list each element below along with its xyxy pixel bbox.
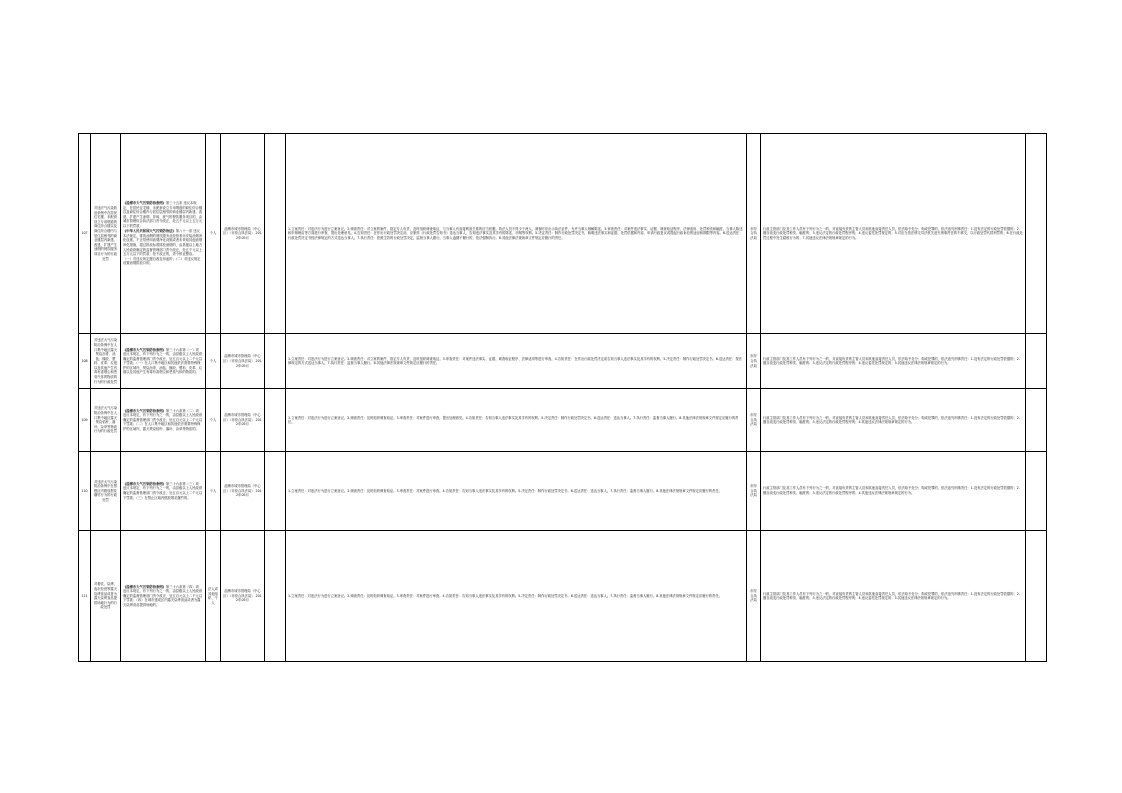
basis-text: 第三十六条第（四）项 违反本规定，有下列行为之一的，由县级以上人民政府确定的监督管理部门责令改正，处五百元以上二千元以下罚款；（四）在城市建成区内露天烧烤食品或者为露天烧烤食品提供场地的。 bbox=[123, 584, 203, 607]
legal-basis bbox=[121, 531, 206, 662]
accountability-clause: 行政主管部门及其工作人员有下列行为之一的，对直接负责的主管人员和其他直接责任人员，依法给予处分；构成犯罪的，依法追究刑事责任：1.没有法定的行政处罚依据的；2.擅自改变行政处罚种类、幅度的；3.违反法定的行政处罚程序的；4.违反委托处罚规定的；5.其他违反法律法规规章规定的行为。 bbox=[761, 334, 1026, 389]
accountability-clause: 行政主管部门及其工作人员有下列行为之一的，对直接负责的主管人员和其他直接责任人员，依法给予处分；构成犯罪的，依法追究刑事责任：1.没有法定的行政处罚依据的；2.擅自改变行政处罚种类、幅度的；3.违反法定的行政处罚程序的；4.其他违反法律法规规章规定的行为。 bbox=[761, 389, 1026, 451]
responsible-dept: 市综合执法局 bbox=[747, 389, 761, 451]
table-row bbox=[79, 334, 1047, 389]
item-name: 对违法大气污染防治条例中在禁燃区内燃放烟花爆竹行为的行政处罚 bbox=[91, 451, 121, 530]
legal-basis bbox=[121, 389, 206, 451]
legal-basis bbox=[121, 451, 206, 530]
basis-title: 《淄博市大气污染防治条例》 bbox=[123, 584, 166, 589]
item-name: 对违法大气污染防治条例中在人口集中地区露天焚烧秸秆、落叶、杂草等物质行为的行政处罚 bbox=[91, 389, 121, 451]
subject-type: 个人 bbox=[206, 389, 221, 451]
subject-type: 个人 bbox=[206, 451, 221, 530]
basis-text: 第八十一条 违反本法规定，排放油烟的餐饮服务业经营者未安装油烟净化设施、不正常使用油烟净化设施或者未采取其他油烟净化措施，超过排放标准排放油烟的，由县级以上地方人民政府确定的监督管理部门责令改正，处五千元以上五万元以下的罚款；拒不改正的，责令停业整治。（一）对违反规定擅自改变用途的；（二）对违反规定设置油烟排放口的。 bbox=[123, 229, 203, 266]
remark bbox=[1026, 451, 1047, 530]
item-name: 对违法大气污染防治条例中在人口集中地区露天焚烧沥青、油毡、橡胶、塑料、皮革、垃圾以及其他产生有毒有害烟尘和恶臭气体的物质的行为的行政处罚 bbox=[91, 334, 121, 389]
basis-title: 《淄博市大气污染防治条例》 bbox=[123, 347, 166, 352]
implementing-dept: 淄博市城市管理局（中心区）（市综合执法局） 2012年05月 bbox=[221, 531, 265, 662]
responsible-dept: 市综合执法局 bbox=[747, 451, 761, 530]
basis-text: 第三十六条第（三）项 违反本规定，有下列行为之一的，由县级以上人民政府确定的监督管理部门责令改正，处五百元以上二千元以下罚款；（三）在禁止区域内燃放烟花爆竹的。 bbox=[123, 481, 203, 500]
basis-title: 《淄博市大气污染防治条例》 bbox=[123, 201, 166, 206]
responsibility-detail: 1.立案责任：对违法行为进行立案登记。2.调查责任：对立案的案件，指定专人负责，及时组织调查取证。3.审查责任：对案件违法事实、证据、调查取证程序、法律适用等进行审查。4.告知责任：在作出行政处罚决定前告知当事人违法事实及其享有的权利。5.决定责任：制作行政处罚决定书。6.送达责任：按法律规定的方式送达当事人。7.执行责任：监督当事人履行。8.其他法律法规规章文件规定应履行的责任。 bbox=[286, 334, 747, 389]
item-name: 对违法气污染防治条例中在居民住宅楼、未配套设立专用烟道的商住综合楼以及商住综合楼内与居住层相邻的商业楼层内新建、改建、扩建产生油烟的餐饮服务项目行为的行政处罚 bbox=[91, 134, 121, 334]
implementing-dept: 淄博市城市管理局（中心区）（市综合执法局） 2012年05月 bbox=[221, 134, 265, 334]
basis-text: 第三十六条第（二）项 违反本规定，有下列行为之一的，由县级以上人民政府确定的监督管理部门责令改正，处五百元以上二千元以下罚款；（二）在人口集中地区和其他依法需要特殊保护的区域内，露天焚烧秸秆、落叶、杂草等物质的。 bbox=[123, 408, 203, 431]
remark bbox=[1026, 531, 1047, 662]
subject-type: 个人 bbox=[206, 334, 221, 389]
responsibility-items bbox=[265, 389, 286, 451]
accountability-clause: 行政主管部门及其工作人员有下列行为之一的，对直接负责的主管人员和其他直接责任人员，依法给予处分；构成犯罪的，依法追究刑事责任：1.没有法定的行政处罚依据的；2.擅自改变行政处罚种类、幅度的；3.违反法定的行政处罚程序的；4.违反委托处罚规定的；5.对应当依法移交司法机关追究刑事责任的不移交，以行政处罚代替刑罚的；6.在行政处罚过程中发生腐败行为的；7.其他违反法律法规规章规定的行为。 bbox=[761, 134, 1026, 334]
accountability-clause: 行政主管部门及其工作人员有下列行为之一的，对直接负责的主管人员和其他直接责任人员，依法给予处分；构成犯罪的，依法追究刑事责任：1.没有法定的行政处罚依据的；2.擅自改变行政处罚种类、幅度的；3.违反法定的行政处罚程序的；4.违反委托处罚规定的；5.其他违反法律法规规章规定的行为。 bbox=[761, 531, 1026, 662]
legal-basis bbox=[121, 334, 206, 389]
implementing-dept: 淄博市城市管理局（中心区）（市综合执法局） 2012年05月 bbox=[221, 451, 265, 530]
table-row bbox=[79, 531, 1047, 662]
responsibility-items bbox=[265, 451, 286, 530]
row-number: 108 bbox=[79, 334, 91, 389]
subject-type: 个人 bbox=[206, 134, 221, 334]
responsibility-detail: 1.立案责任：对违法行为进行立案登记。2.调查责任：对立案的案件，指定专人负责，及时组织调查取证，与当事人有直接利害关系的应当回避。执法人员不得少于两人，调查时应出示执法证件，允许当事人辩解陈述。3.审查责任：对案件违法事实、证据、调查取证程序、法律适用、处罚种类和幅度、当事人陈述和申辩理由等方面进行审查，提出处理意见。4.告知责任：在作出行政处罚决定前，应制作《行政处罚告知书》送达当事人，告知违法事实及其享有的陈述、申辩等权利。5.决定责任：制作行政处罚决定书，载明违法事实和证据、处罚依据和内容、申请行政复议或提起行政诉讼的途径和期限等内容。6.送达责任：行政处罚决定书按法律规定的方式送达当事人。7.执行责任：依照生效的行政处罚决定，监督当事人履行。当事人逾期不履行的，依法强制执行。8.其他法律法规规章文件规定应履行的责任。 bbox=[286, 134, 747, 334]
implementing-dept: 淄博市城市管理局（中心区）（市综合执法局） 2012年05月 bbox=[221, 334, 265, 389]
row-number: 107 bbox=[79, 134, 91, 334]
responsible-dept: 市综合执法局 bbox=[747, 334, 761, 389]
basis-title: 《淄博市大气污染防治条例》 bbox=[123, 481, 166, 486]
responsibility-detail: 1.立案责任：对违法行为进行立案登记。2.调查责任：及时组织调查取证。3.审查责任：对案件进行审查。4.告知责任：告知当事人违法事实及其享有的权利。5.决定责任：制作行政处罚决定书。6.送达责任：送达当事人。7.执行责任：监督当事人履行。8.其他法律法规规章文件规定应履行的责任。 bbox=[286, 451, 747, 530]
table-row bbox=[79, 389, 1047, 451]
responsibility-detail: 1.立案责任：对违法行为进行立案登记。2.调查责任：及时组织调查取证。3.审查责任：对案件进行审查。4.告知责任：告知当事人违法事实及其享有的权利。5.决定责任：制作行政处罚决定书。6.送达责任：送达当事人。7.执行责任：监督当事人履行。8.其他法律法规规章文件规定应履行的责任。 bbox=[286, 531, 747, 662]
row-number: 110 bbox=[79, 451, 91, 530]
responsible-dept: 市综合执法局 bbox=[747, 134, 761, 334]
responsibility-items bbox=[265, 334, 286, 389]
power-list-table bbox=[78, 133, 1047, 662]
remark bbox=[1026, 334, 1047, 389]
subject-type: 法人或其他组织、个人 bbox=[206, 531, 221, 662]
responsible-dept: 市综合执法局 bbox=[747, 531, 761, 662]
basis-title: 《中华人民共和国大气污染防治法》 bbox=[123, 229, 176, 234]
item-name: 对餐饮、烧烤、夜市经营等露天烧烤食品或者为露天烧烤食品提供场地行为的行政处罚 bbox=[91, 531, 121, 662]
table-row bbox=[79, 134, 1047, 334]
table-row bbox=[79, 451, 1047, 530]
legal-basis bbox=[121, 134, 206, 334]
remark bbox=[1026, 134, 1047, 334]
responsibility-items bbox=[265, 531, 286, 662]
accountability-clause: 行政主管部门及其工作人员有下列行为之一的，对直接负责的主管人员和其他直接责任人员，依法给予处分；构成犯罪的，依法追究刑事责任：1.没有法定的行政处罚依据的；2.擅自改变行政处罚种类、幅度的；3.违反法定的行政处罚程序的；4.其他违反法律法规规章规定的行为。 bbox=[761, 451, 1026, 530]
responsibility-detail: 1.立案责任：对违法行为进行立案登记。2.调查责任：及时组织调查取证。3.审查责任：对案件进行审查，提出处理意见。4.告知责任：告知当事人违法事实及其享有的权利。5.决定责任：制作行政处罚决定书。6.送达责任：送达当事人。7.执行责任：监督当事人履行。8.其他法律法规规章文件规定应履行的责任。 bbox=[286, 389, 747, 451]
remark bbox=[1026, 389, 1047, 451]
row-number: 109 bbox=[79, 389, 91, 451]
basis-text: 第三十六条第（一）项 违反本规定，有下列行为之一的，由县级以上人民政府确定的监督管理部门责令改正，处五百元以上二千元以下罚款；（一）在人口集中地区和其他依法需要特殊保护的区域内，焚烧沥青、油毡、橡胶、塑料、皮革、垃圾以及其他产生有毒有害烟尘和恶臭气体的物质的。 bbox=[123, 347, 203, 375]
basis-text: 第三十五条 违反本规定，在居民住宅楼、未配套设立专用烟道的商住综合楼以及商住综合楼内与居住层相邻的商业楼层内新建、改建、扩建产生油烟、异味、废气的餐饮服务项目的，由城市管理综合执法部门责令改正，处五千元以上五万元以下的罚款； bbox=[123, 201, 203, 229]
row-number: 111 bbox=[79, 531, 91, 662]
basis-title: 《淄博市大气污染防治条例》 bbox=[123, 408, 166, 413]
responsibility-items bbox=[265, 134, 286, 334]
implementing-dept: 淄博市城市管理局（中心区）（市综合执法局） 2012年05月 bbox=[221, 389, 265, 451]
